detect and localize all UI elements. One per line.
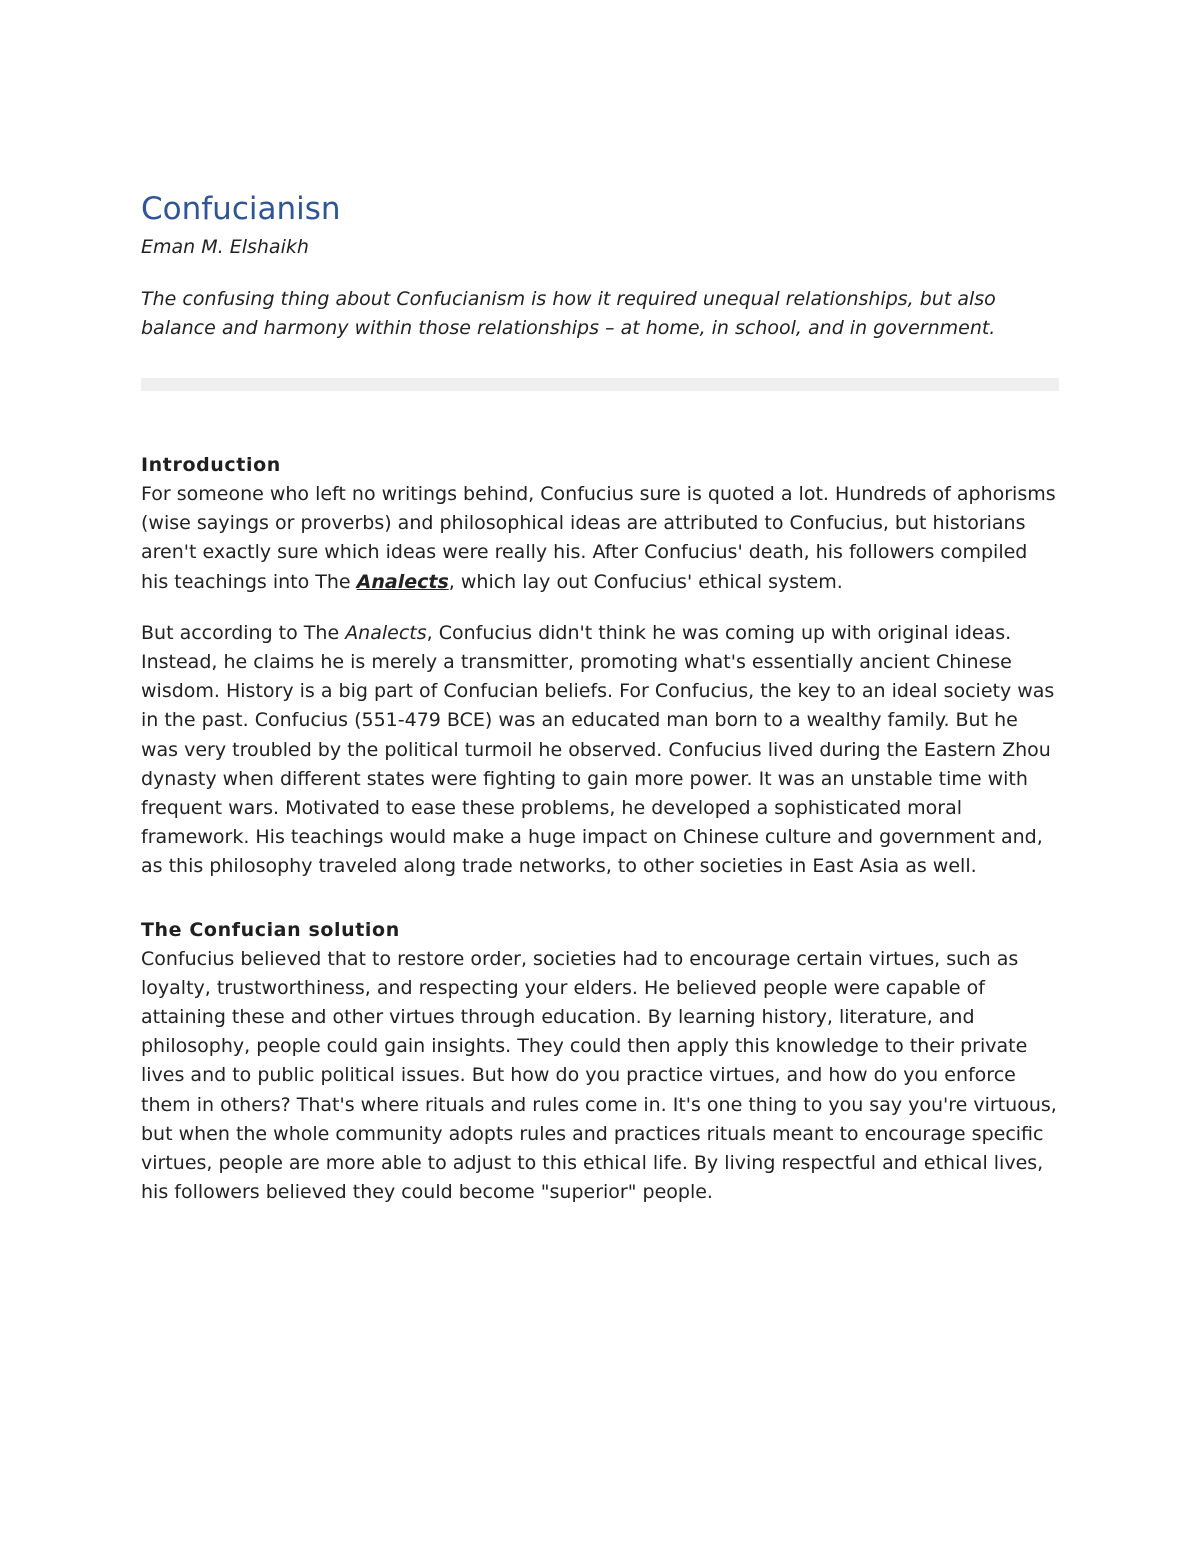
intro-p2-text-start: But according to The bbox=[141, 621, 346, 644]
intro-p1-text-end: , which lay out Confucius' ethical system. bbox=[448, 570, 843, 593]
solution-heading: The Confucian solution bbox=[141, 918, 400, 941]
document-title: Confucianisn bbox=[141, 191, 341, 227]
introduction-paragraph-2 bbox=[141, 619, 1059, 882]
solution-paragraph-1: Confucius believed that to restore order, societies had to encourage certain virtues, such as loyalty, trustworthiness, and respecting your elders. He believed people were capable of attaining these and other virtues through education. By learning history, literature, and philosophy, people could gain insights. They could then apply this knowledge to their private lives and to public political issues. But how do you practice virtues, and how do you enforce them in others? That's where rituals and rules come in. It's one thing to you say you're virtuous, but when the whole community adopts rules and practices rituals meant to encourage specific virtues, people are more able to adjust to this ethical life. By living respectful and ethical lives, his followers believed they could become "superior" people. bbox=[141, 947, 1057, 1204]
solution-section bbox=[141, 916, 1059, 1208]
document-page bbox=[141, 187, 1059, 1207]
intro-p1-text-start: For someone who left no writings behind, Confucius sure is quoted a lot. Hundreds of aphorisms (wise sayings or proverbs) and philosophical ideas are attributed to Confucius, but historians aren't exactly sure which ideas were really his. After Confucius' death, his followers compiled his teachings into The bbox=[141, 483, 1056, 593]
section-divider bbox=[141, 378, 1059, 391]
analects-link[interactable]: Analects bbox=[356, 570, 449, 593]
author-name: Eman M. Elshaikh bbox=[141, 236, 309, 258]
analects-title-italic: Analects bbox=[345, 621, 427, 644]
intro-p2-text-end: , Confucius didn't think he was coming up with original ideas. Instead, he claims he is merely a transmitter, promoting what's essentially ancient Chinese wisdom. History is a big part of Confucian beliefs. For Confucius, the key to an ideal society was in the past. Confucius (551-479 BCE) was an educated man born to a wealthy family. But he was very troubled by the political turmoil he observed. Confucius lived during the Eastern Zhou dynasty when different states were fighting to gain more power. It was an unstable time with frequent wars. Motivated to ease these problems, he developed a sophisticated moral framework. His teachings would make a huge impact on Chinese culture and government and, as this philosophy traveled along trade networks, to other societies in East Asia as well. bbox=[141, 621, 1055, 878]
introduction-heading: Introduction bbox=[141, 454, 281, 476]
document-subtitle: The confusing thing about Confucianism is how it required unequal relationships, but also balance and harmony within those relationships – at home, in school, and in government. bbox=[141, 288, 996, 339]
introduction-paragraph-1 bbox=[141, 480, 1059, 597]
introduction-section bbox=[141, 451, 1059, 882]
